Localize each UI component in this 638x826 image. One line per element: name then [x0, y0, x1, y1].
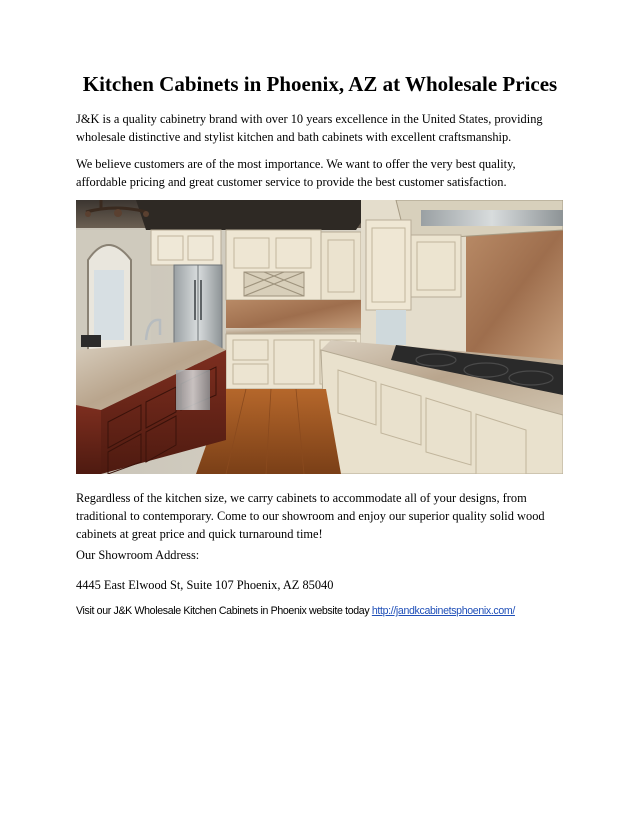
- kitchen-photo: [76, 200, 563, 474]
- page-title: Kitchen Cabinets in Phoenix, AZ at Wholesale Prices: [82, 72, 558, 96]
- customer-paragraph: We believe customers are of the most importance. We want to offer the very best quality, affordable pricing and great customer service to provide the best customer satisfaction.: [76, 157, 516, 189]
- showroom-address: 4445 East Elwood St, Suite 107 Phoenix, AZ 85040: [76, 578, 334, 592]
- intro-paragraph: J&K is a quality cabinetry brand with over 10 years excellence in the United States, providing wholesale distinctive and stylist kitchen and bath cabinets with excellent craftsmanship.: [76, 112, 543, 144]
- website-link[interactable]: http://jandkcabinetsphoenix.com/: [371, 605, 515, 617]
- showroom-paragraph: Regardless of the kitchen size, we carry cabinets to accommodate all of your designs, from traditional to contemporary. Come to our showroom and enjoy our superior quality solid wood cabinets at great price and quick turnaround time!: [76, 491, 545, 541]
- visit-text: Visit our J&K Wholesale Kitchen Cabinets in Phoenix website today: [76, 605, 372, 617]
- visit-line: [76, 605, 515, 617]
- showroom-label: Our Showroom Address:: [76, 548, 200, 562]
